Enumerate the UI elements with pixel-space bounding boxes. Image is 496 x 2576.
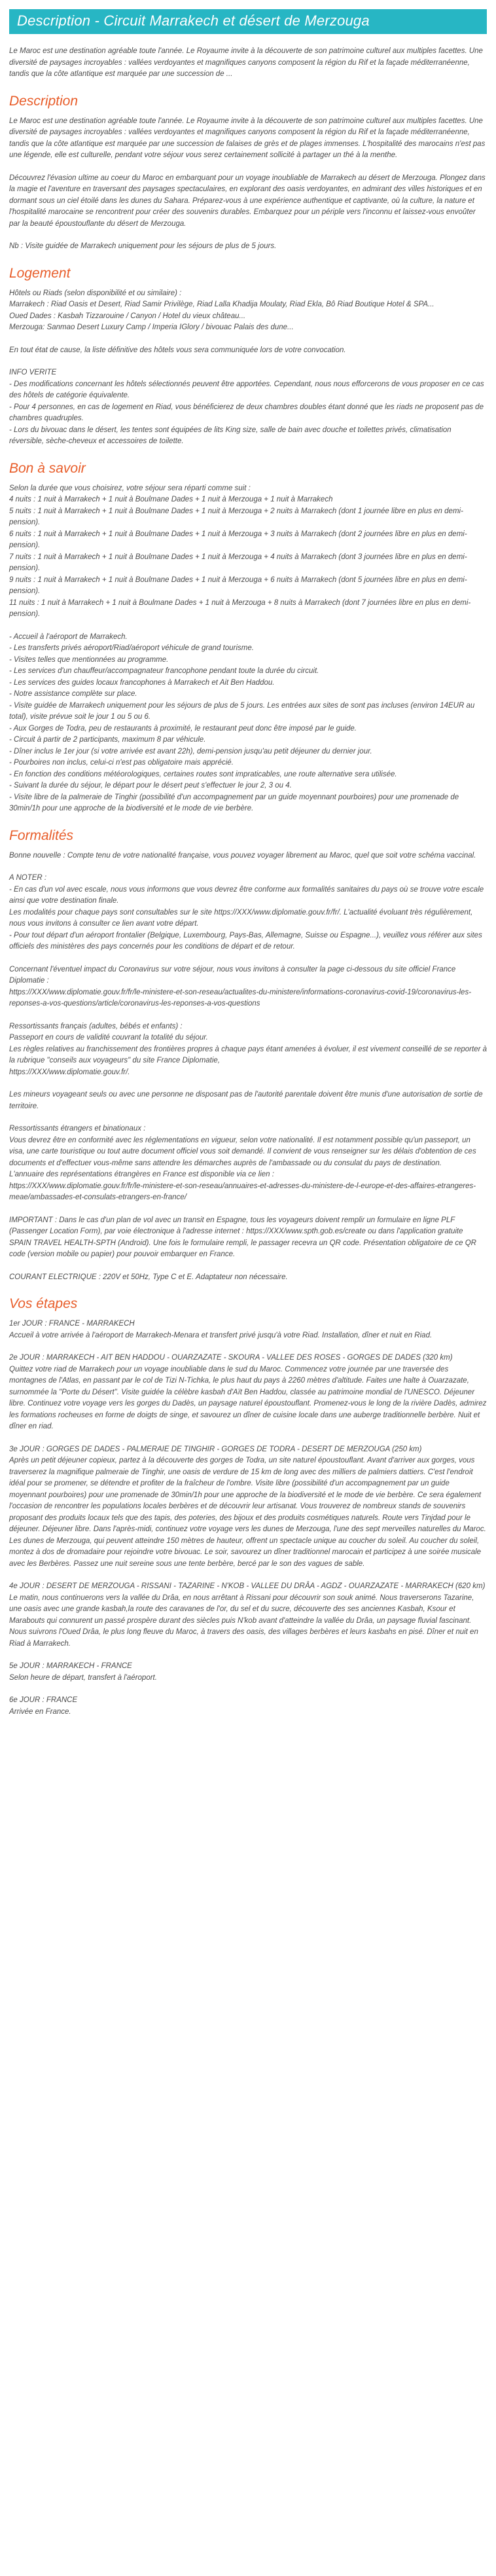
formalites-paragraph: Ressortissants français (adultes, bébés et enfants) : Passeport en cours de validité couvrant la totalité du séjour. Les règles relatives au franchissement des frontières propres à chaque pays étant amenées à évoluer, il est vivement conseillé de se reporter à la rubrique "conseils aux voyageurs" du site France Diplomatie, https://XXX/www.diplomatie.gouv.fr/. xyxy=(9,1022,487,1076)
formalites-paragraph: A NOTER : - En cas d'un vol avec escale, nous vous informons que vous devrez être conforme aux formalités sanitaires du pays où se trouve votre escale ainsi que votre destination finale. Les modalités pour chaque pays sont consultables sur le site https://XXX/www.diplomatie.gouv.fr/fr/. L'actualité évoluant très régulièrement, nous vous invitons à consulter ce lien avant votre départ. - Pour tout départ d'un aéroport frontalier (Belgique, Luxembourg, Pays-Bas, Allemagne, Suisse ou Espagne...), veuillez vous référer aux sites officiels des ministères des pays concernés pour les conditions de départ et de retour. xyxy=(9,874,484,951)
stage-text: Selon heure de départ, transfert à l'aéroport. xyxy=(9,1673,157,1682)
bon-a-savoir-heading: Bon à savoir xyxy=(9,460,86,476)
stage-title: 2e JOUR : MARRAKECH - AIT BEN HADDOU - OUARZAZATE - SKOURA - VALLEE DES ROSES - GORGES DE DADES (320 km) xyxy=(9,1354,453,1362)
stage-item xyxy=(9,1444,487,1570)
formalites-paragraph: Bonne nouvelle : Compte tenu de votre nationalité française, vous pouvez voyager librement au Maroc, quel que soit votre schéma vaccinal. xyxy=(9,851,476,860)
formalites-paragraph: COURANT ELECTRIQUE : 220V et 50Hz, Type C et E. Adaptateur non nécessaire. xyxy=(9,1273,288,1281)
formalites-paragraph: Concernant l'éventuel impact du Coronavirus sur votre séjour, nous vous invitons à consulter la page ci-dessous du site officiel France Diplomatie : https://XXX/www.diplomatie.gouv.fr/fr/le-ministere-et-son-reseau/actualites-du-ministere/informations-coronavirus-covid-19/coronavirus-les-reponses-a-vos-questions/article/coronavirus-les-reponses-a-vos-questions xyxy=(9,965,472,1007)
formalites-section xyxy=(9,828,487,1284)
logement-paragraph: En tout état de cause, la liste définitive des hôtels vous sera communiquée lors de votre convocation. xyxy=(9,346,346,354)
logement-paragraph: Hôtels ou Riads (selon disponibilité et ou similaire) : Marrakech : Riad Oasis et Desert, Riad Samir Privilège, Riad Lalla Khadija Moulaty, Riad Ekla, Bô Riad Boutique Hotel & SPA... Oued Dades : Kasbah Tizzarouine / Canyon / Hotel du vieux château... Merzouga: Sanmao Desert Luxury Camp / Imperia IGlory / bivouac Palais des dune... xyxy=(9,289,434,331)
stage-title: 1er JOUR : FRANCE - MARRAKECH xyxy=(9,1320,135,1328)
stage-text: Accueil à votre arrivée à l'aéroport de Marrakech-Menara et transfert privé jusqu'à votre Riad. Installation, dîner et nuit en Riad. xyxy=(9,1331,433,1339)
stage-text: Arrivée en France. xyxy=(9,1707,71,1716)
formalites-paragraph: Les mineurs voyageant seuls ou avec une personne ne disposant pas de l'autorité parentale doivent être munis d'une autorisation de sortie de territoire. xyxy=(9,1091,483,1110)
stage-item xyxy=(9,1661,487,1684)
formalites-paragraph: IMPORTANT : Dans le cas d'un plan de vol avec un transit en Espagne, tous les voyageurs doivent remplir un formulaire en ligne PLF (Passenger Location Form), par voie électronique à l'adresse internet : https://XXX/www.spth.gob.es/create ou dans l'application gratuite SPAIN TRAVEL HEALTH-SPTH (Android). Une fois le formulaire rempli, le passager recevra un QR code. Présentation obligatoire de ce QR code (version mobile ou papier) pour pouvoir embarquer en France. xyxy=(9,1216,476,1258)
description-paragraph: Nb : Visite guidée de Marrakech uniquement pour les séjours de plus de 5 jours. xyxy=(9,242,277,250)
page-title: Description - Circuit Marrakech et désert de Merzouga xyxy=(9,9,487,34)
description-paragraph: Découvrez l'évasion ultime au coeur du Maroc en embarquant pour un voyage inoubliable de Marrakech au désert de Merzouga. Plongez dans la magie et l'aventure en traversant des paysages spectaculaires, en explorant des oasis verdoyantes, en admirant des villes historiques et en dormant sous un ciel étoilé dans les dunes du Sahara. Préparez-vous à une expérience authentique et captivante, où la culture, la nature et l'hospitalité marocaine se rencontrent pour créer des souvenirs durables. Embarquez pour un périple vers l'inconnu et laissez-vous envoûter par la beauté époustouflante du désert de Merzouga. xyxy=(9,173,486,228)
logement-paragraph: INFO VERITE - Des modifications concernant les hôtels sélectionnés peuvent être apportées. Cependant, nous nous efforcerons de vous proposer en ce cas des hôtels de catégorie équivalente. - Pour 4 personnes, en cas de logement en Riad, vous bénéficierez de deux chambres doubles étant donné que les riads ne proposent pas de chambres quadruples. - Lors du bivouac dans le désert, les tentes sont équipées de lits King size, salle de bain avec douche et toilettes privés, climatisation réversible, sèche-cheveux et accessoires de toilette. xyxy=(9,369,484,445)
stage-title: 5e JOUR : MARRAKECH - FRANCE xyxy=(9,1662,132,1670)
formalites-paragraph: Ressortissants étrangers et binationaux : Vous devrez être en conformité avec les réglementations en vigueur, selon votre nationalité. Il est notamment possible qu'un passeport, un visa, une carte touristique ou tout autre document officiel vous soit demandé. Il convient de vous renseigner sur les délais d'obtention de ces documents et d'effectuer vous-même sans attendre les démarches auprès de l'ambassade ou du consulat du pays de destination. L'annuaire des représentations étrangères en France est disponible via ce lien : https://XXX/www.diplomatie.gouv.fr/fr/le-ministere-et-son-reseau/annuaires-et-adresses-du-ministere-de-l-europe-et-des-affaires-etrangeres-meae/ambassades-et-consulats-etrangers-en-france/ xyxy=(9,1125,476,1201)
vos-etapes-section xyxy=(9,1296,487,1718)
stage-item xyxy=(9,1695,487,1718)
logement-section xyxy=(9,266,487,448)
description-paragraph: Le Maroc est une destination agréable toute l'année. Le Royaume invite à la découverte de son patrimoine culturel aux multiples facettes. Une diversité de paysages incroyables : vallées verdoyantes et magnifiques canyons composent la région du Rif et la façade méditerranéenne, tandis que la côte atlantique est marquée par une succession de falaises de grès et de plages immenses. L'hospitalité des marocains n'est pas une légende, elle est culturelle, pendant votre séjour vous serez certainement sollicité à partager un thé à la menthe. xyxy=(9,117,486,159)
description-heading: Description xyxy=(9,93,79,109)
bon-a-savoir-section xyxy=(9,461,487,815)
intro-text: Le Maroc est une destination agréable toute l'année. Le Royaume invite à la découverte de son patrimoine culturel aux multiples facettes. Une diversité de paysages incroyables : vallées verdoyantes et magnifiques canyons composent la région du Rif et la façade méditerranéenne, tandis que la côte atlantique est marquée par une succession de ... xyxy=(9,47,483,78)
stage-title: 3e JOUR : GORGES DE DADES - PALMERAIE DE TINGHIR - GORGES DE TODRA - DESERT DE MERZOUGA (250 km) xyxy=(9,1445,422,1453)
stage-text: Après un petit déjeuner copieux, partez à la découverte des gorges de Todra, un site naturel époustouflant. Avant d'arriver aux gorges, vous traverserez la magnifique palmeraie de Tinghir, une oasis de verdure de 15 km de long avec des milliers de palmiers dattiers. C'est l'endroit idéal pour se promener, se détendre et profiter de la fraîcheur de l'ombre. Visite libre (possibilité d'un accompagnement par un guide moyennant pourboires) pour une promenade de 30min/1h pour une approche de la biodiversité et le mode de vie berbère. Ce sera également l'occasion de rencontrer les populations locales berbères et de découvrir leur artisanat. Vous trouverez de nombreux stands de souvenirs proposant des produits locaux tels que des tapis, des poteries, des bijoux et des produits cosmétiques naturels. Route vers Tinjdad pour le déjeuner. Déjeuner libre. Dans l'après-midi, continuez votre voyage vers les dunes de Merzouga, l'une des sept merveilles naturelles du Maroc. Les dunes de Merzouga, qui peuvent atteindre 150 mètres de hauteur, offrent un spectacle unique au coucher du soleil. Au coucher du soleil, montez à dos de dromadaire pour rejoindre votre bivouac. Le soir, savourez un dîner traditionnel marocain et participez à une soirée musicale avec les Berbères. Passez une nuit sereine sous une tente berbère, bercé par le son des vagues de sable. xyxy=(9,1457,486,1568)
formalites-heading: Formalités xyxy=(9,827,74,843)
bon-a-savoir-paragraph: - Accueil à l'aéroport de Marrakech. - Les transferts privés aéroport/Riad/aéroport véhicule de grand tourisme. - Visites telles que mentionnées au programme. - Les services d'un chauffeur/accompagnateur francophone pendant toute la durée du circuit. - Les services des guides locaux francophones à Marrakech et Ait Ben Haddou. - Notre assistance complète sur place. - Visite guidée de Marrakech uniquement pour les séjours de plus de 5 jours. Les entrées aux sites de sont pas incluses (environ 14EUR au total), visite prévue soit le jour 1 ou 5 ou 6. - Aux Gorges de Todra, peu de restaurants à proximité, le restaurant peut donc être imposé par le guide. - Circuit à partir de 2 participants, maximum 8 par véhicule. - Dîner inclus le 1er jour (si votre arrivée est avant 22h), demi-pension jusqu'au petit déjeuner du dernier jour. - Pourboires non inclus, celui-ci n'est pas obligatoire mais apprécié. - En fonction des conditions météorologiques, certaines routes sont impraticables, une route alternative sera utilisée. - Suivant la durée du séjour, le départ pour le désert peut s'effectuer le jour 2, 3 ou 4. - Visite libre de la palmeraie de Tinghir (possibilité d'un accompagnement par un guide moyennant pourboires) pour une promenade de 30min/1h pour une approche de la biodiversité et le mode de vie berbère. xyxy=(9,632,475,812)
logement-heading: Logement xyxy=(9,265,71,281)
stage-item xyxy=(9,1581,487,1650)
stage-text: Quittez votre riad de Marrakech pour un voyage inoubliable dans le sud du Maroc. Commencez votre journée par une traversée des montagnes de l'Atlas, en passant par le col de Tizi N-Tichka, le plus haut du pays à 2260 mètres d'altitude. Faites une halte à Ouarzazate, surnommée la "Porte du Désert". Visite guidée la célèbre kasbah d'Aït Ben Haddou, classée au patrimoine mondial de l'UNESCO. Déjeuner libre. Continuez votre voyage vers les gorges du Dadès, un paysage naturel époustouflant. Promenez-vous le long de la rivière Dadès, admirez les formations rocheuses en forme de doigts de singe, et savourez un dîner de cuisine locale dans une auberge traditionnelle berbère. Nuit et dîner en riad. xyxy=(9,1365,487,1430)
stage-title: 6e JOUR : FRANCE xyxy=(9,1696,78,1704)
description-section xyxy=(9,94,487,253)
stage-item xyxy=(9,1352,487,1433)
stage-item xyxy=(9,1318,487,1341)
vos-etapes-heading: Vos étapes xyxy=(9,1296,78,1311)
stage-text: Le matin, nous continuerons vers la vallée du Drâa, en nous arrêtant à Rissani pour découvrir son souk animé. Nous traverserons Tazarine, une oasis avec une grande kasbah,la route des caravanes de l'or, du sel et du sucre, découverte des ses anciennes Kasbah, Ksour et Marabouts qui connurent un passé prospère durant des siècles puis N'kob avant d'atteindre la vallée du Drâa, un paysage fluvial fascinant. Nous suivrons l'Oued Drâa, le plus long fleuve du Maroc, à travers des oasis, des villages berbères et leurs kasbahs en pisé. Dîner et nuit en Riad à Marrakech. xyxy=(9,1593,478,1648)
bon-a-savoir-paragraph: Selon la durée que vous choisirez, votre séjour sera réparti comme suit : 4 nuits : 1 nuit à Marrakech + 1 nuit à Boulmane Dades + 1 nuit à Merzouga + 1 nuit à Marrakech 5 nuits : 1 nuit à Marrakech + 1 nuit à Boulmane Dades + 1 nuit à Merzouga + 2 nuits à Marrakech (dont 1 journée libre en plus en demi-pension). 6 nuits : 1 nuit à Marrakech + 1 nuit à Boulmane Dades + 1 nuit à Merzouga + 3 nuits à Marrakech (dont 2 journées libre en plus en demi-pension). 7 nuits : 1 nuit à Marrakech + 1 nuit à Boulmane Dades + 1 nuit à Merzouga + 4 nuits à Marrakech (dont 3 journées libre en plus en demi-pension). 9 nuits : 1 nuit à Marrakech + 1 nuit à Boulmane Dades + 1 nuit à Merzouga + 6 nuits à Marrakech (dont 5 journées libre en plus en demi-pension). 11 nuits : 1 nuit à Marrakech + 1 nuit à Boulmane Dades + 1 nuit à Merzouga + 8 nuits à Marrakech (dont 7 journées libre en plus en demi-pension). xyxy=(9,484,471,618)
stage-title: 4e JOUR : DESERT DE MERZOUGA - RISSANI - TAZARINE - N'KOB - VALLEE DU DRÂA - AGDZ - OUARZAZATE - MARRAKECH (620 km) xyxy=(9,1582,486,1590)
